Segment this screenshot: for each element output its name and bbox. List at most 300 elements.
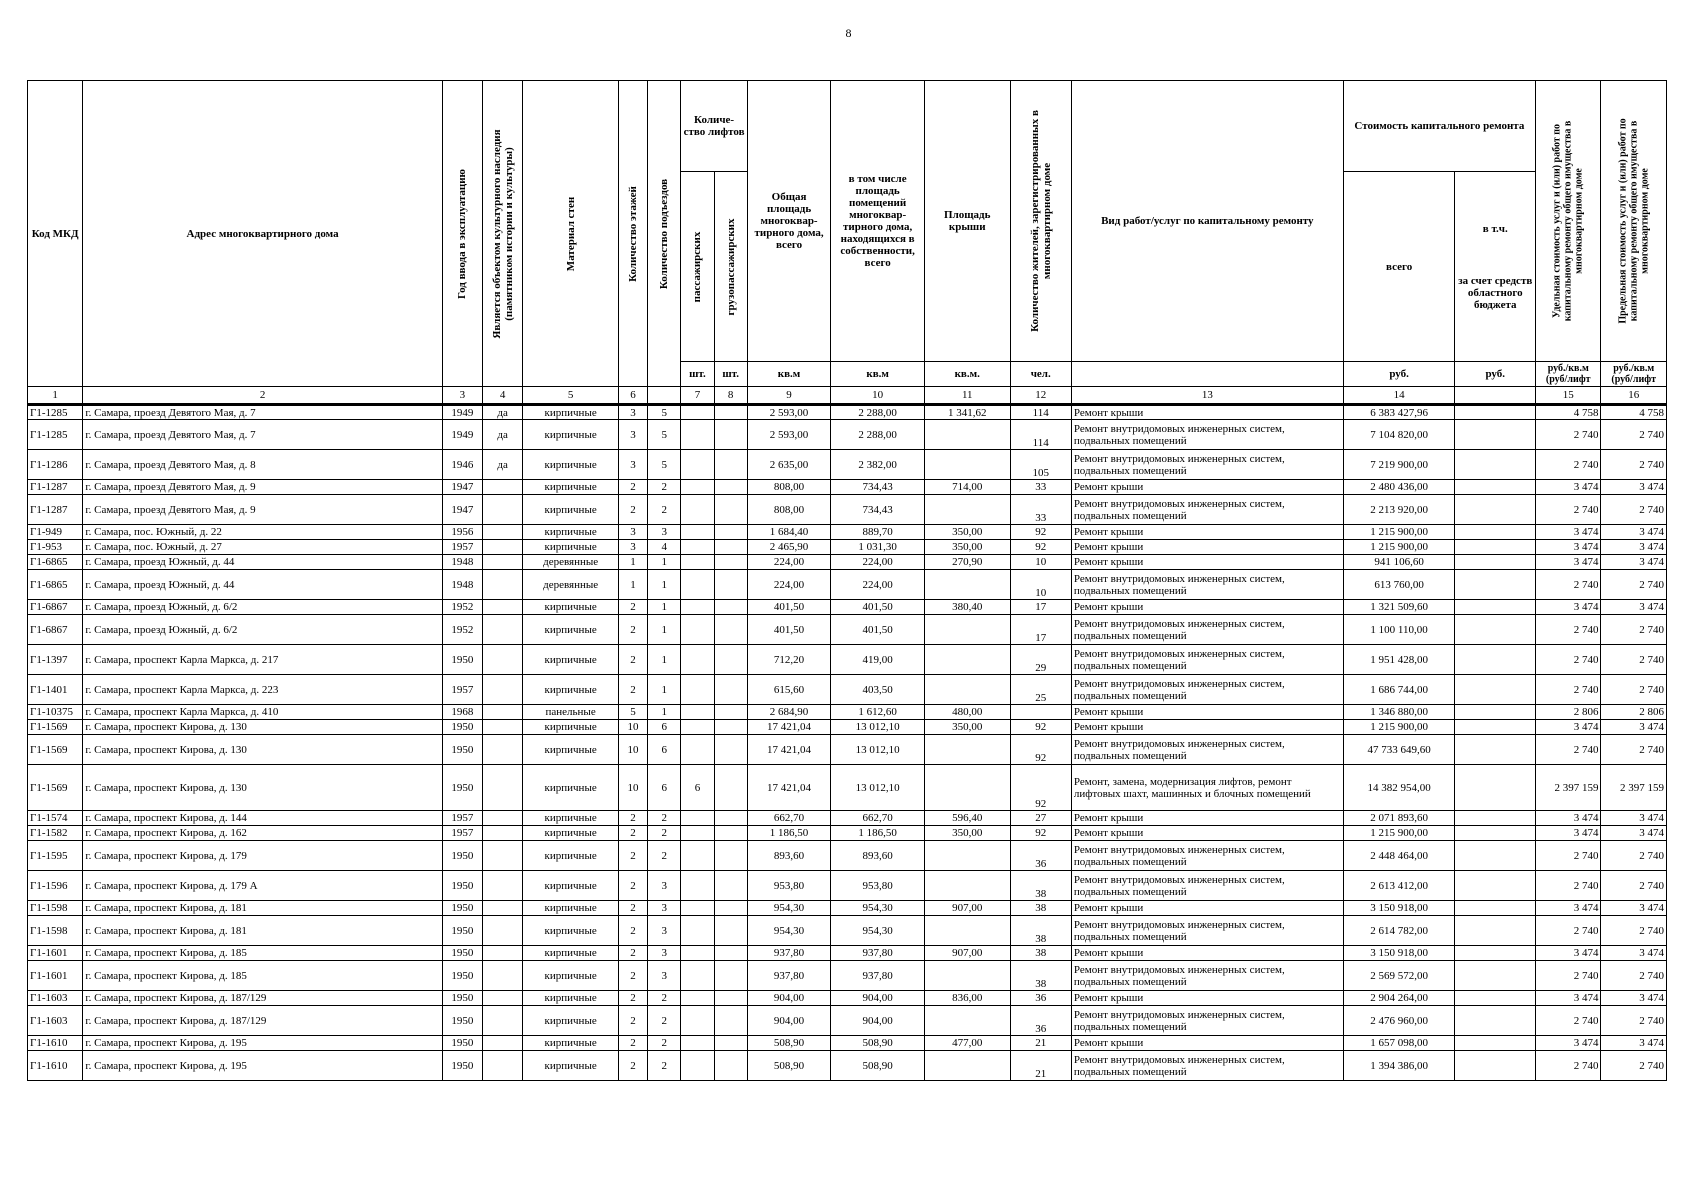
cell-limit-cost: 2 740: [1601, 871, 1667, 901]
cell-address: г. Самара, проспект Кирова, д. 144: [83, 811, 442, 826]
cell-floors: 2: [618, 480, 647, 495]
cell-code: Г1-1287: [28, 480, 83, 495]
cell-work-type: Ремонт крыши: [1071, 811, 1343, 826]
cell-work-type: Ремонт внутридомовых инженерных систем, подвальных помещений: [1071, 1006, 1343, 1036]
table-row: [28, 525, 1667, 540]
cell-lifts-passenger: [681, 570, 714, 600]
cell-lifts-passenger: [681, 901, 714, 916]
column-number: 4: [483, 387, 523, 405]
table-row: [28, 405, 1667, 420]
table-row: [28, 901, 1667, 916]
cell-cost-budget: [1455, 901, 1536, 916]
cell-roof-area: [924, 961, 1010, 991]
cell-owned-area: 224,00: [831, 570, 925, 600]
cell-material: кирпичные: [523, 675, 619, 705]
cell-limit-cost: 3 474: [1601, 826, 1667, 841]
cell-code: Г1-1285: [28, 420, 83, 450]
cell-cost-total: 1 686 744,00: [1343, 675, 1455, 705]
cell-heritage: [483, 525, 523, 540]
cell-owned-area: 904,00: [831, 991, 925, 1006]
cell-residents: 36: [1010, 1006, 1071, 1036]
cell-owned-area: 2 288,00: [831, 405, 925, 420]
cell-limit-cost: 3 474: [1601, 1036, 1667, 1051]
cell-lifts-passenger: [681, 826, 714, 841]
cell-unit-cost: 2 740: [1536, 615, 1601, 645]
cell-address: г. Самара, проспект Кирова, д. 130: [83, 720, 442, 735]
cell-owned-area: 954,30: [831, 916, 925, 946]
cell-material: кирпичные: [523, 946, 619, 961]
cell-limit-cost: 4 758: [1601, 405, 1667, 420]
cell-code: Г1-1582: [28, 826, 83, 841]
cell-roof-area: [924, 615, 1010, 645]
cell-lifts-cargo: [714, 991, 747, 1006]
cell-material: деревянные: [523, 570, 619, 600]
cell-residents: 27: [1010, 811, 1071, 826]
cell-material: кирпичные: [523, 811, 619, 826]
cell-residents: 114: [1010, 405, 1071, 420]
cell-year: 1950: [442, 946, 482, 961]
cell-roof-area: [924, 871, 1010, 901]
cell-roof-area: 350,00: [924, 826, 1010, 841]
cell-owned-area: 734,43: [831, 480, 925, 495]
cell-lifts-cargo: [714, 405, 747, 420]
cell-limit-cost: 2 397 159: [1601, 765, 1667, 811]
cell-heritage: [483, 765, 523, 811]
cell-total-area: 17 421,04: [747, 735, 831, 765]
table-row: [28, 871, 1667, 901]
table-row: [28, 961, 1667, 991]
cell-code: Г1-1574: [28, 811, 83, 826]
cell-address: г. Самара, проспект Кирова, д. 179 А: [83, 871, 442, 901]
cell-cost-total: 1 215 900,00: [1343, 720, 1455, 735]
cell-unit-cost: 3 474: [1536, 1036, 1601, 1051]
cell-address: г. Самара, проспект Кирова, д. 130: [83, 765, 442, 811]
cell-total-area: 17 421,04: [747, 720, 831, 735]
cell-residents: 17: [1010, 615, 1071, 645]
cell-total-area: 17 421,04: [747, 765, 831, 811]
page-number: 8: [845, 26, 852, 40]
cell-heritage: [483, 675, 523, 705]
cell-cost-total: 3 150 918,00: [1343, 946, 1455, 961]
cell-address: г. Самара, проспект Карла Маркса, д. 410: [83, 705, 442, 720]
header-cost-budget: в т.ч. за счет средств областного бюджета: [1455, 172, 1536, 362]
cell-cost-budget: [1455, 720, 1536, 735]
cell-cost-total: 2 476 960,00: [1343, 1006, 1455, 1036]
cell-cost-total: 1 657 098,00: [1343, 1036, 1455, 1051]
cell-owned-area: 224,00: [831, 555, 925, 570]
cell-total-area: 224,00: [747, 555, 831, 570]
cell-work-type: Ремонт внутридомовых инженерных систем, подвальных помещений: [1071, 420, 1343, 450]
cell-cost-budget: [1455, 1051, 1536, 1081]
table-row: [28, 555, 1667, 570]
cell-entrances: 1: [648, 705, 681, 720]
cell-total-area: 2 635,00: [747, 450, 831, 480]
cell-floors: 2: [618, 916, 647, 946]
cell-owned-area: 13 012,10: [831, 765, 925, 811]
cell-material: кирпичные: [523, 645, 619, 675]
cell-material: кирпичные: [523, 1051, 619, 1081]
cell-heritage: [483, 570, 523, 600]
cell-limit-cost: 3 474: [1601, 525, 1667, 540]
cell-year: 1947: [442, 495, 482, 525]
cell-year: 1949: [442, 405, 482, 420]
cell-limit-cost: 2 740: [1601, 841, 1667, 871]
cell-lifts-passenger: [681, 1006, 714, 1036]
cell-owned-area: 401,50: [831, 600, 925, 615]
cell-unit-cost: 2 740: [1536, 420, 1601, 450]
cell-floors: 2: [618, 675, 647, 705]
cell-floors: 2: [618, 1051, 647, 1081]
cell-code: Г1-1285: [28, 405, 83, 420]
unit-rub: руб.: [1343, 362, 1455, 387]
table-row: [28, 720, 1667, 735]
cell-year: 1950: [442, 1051, 482, 1081]
cell-unit-cost: 2 806: [1536, 705, 1601, 720]
cell-cost-total: 2 480 436,00: [1343, 480, 1455, 495]
cell-lifts-passenger: [681, 916, 714, 946]
cell-total-area: 937,80: [747, 946, 831, 961]
cell-residents: 38: [1010, 961, 1071, 991]
cell-year: 1950: [442, 901, 482, 916]
cell-cost-budget: [1455, 675, 1536, 705]
cell-heritage: [483, 720, 523, 735]
cell-total-area: 508,90: [747, 1051, 831, 1081]
cell-floors: 1: [618, 555, 647, 570]
cell-material: кирпичные: [523, 420, 619, 450]
cell-cost-total: 7 219 900,00: [1343, 450, 1455, 480]
cell-year: 1947: [442, 480, 482, 495]
cell-cost-total: 1 321 509,60: [1343, 600, 1455, 615]
cell-heritage: [483, 961, 523, 991]
cell-unit-cost: 2 740: [1536, 570, 1601, 600]
cell-address: г. Самара, проезд Девятого Мая, д. 7: [83, 405, 442, 420]
capital-repair-table: [27, 80, 1667, 1081]
cell-lifts-cargo: [714, 720, 747, 735]
table-row: [28, 1006, 1667, 1036]
cell-cost-budget: [1455, 841, 1536, 871]
cell-roof-area: [924, 675, 1010, 705]
cell-code: Г1-949: [28, 525, 83, 540]
cell-code: Г1-1595: [28, 841, 83, 871]
cell-code: Г1-1610: [28, 1036, 83, 1051]
cell-entrances: 6: [648, 720, 681, 735]
cell-lifts-cargo: [714, 841, 747, 871]
column-number: 16: [1601, 387, 1667, 405]
cell-cost-total: 2 448 464,00: [1343, 841, 1455, 871]
cell-material: кирпичные: [523, 495, 619, 525]
cell-year: 1950: [442, 961, 482, 991]
cell-owned-area: 508,90: [831, 1051, 925, 1081]
cell-code: Г1-1610: [28, 1051, 83, 1081]
header-total-area: Общая площадь многоквар-тирного дома, всего: [747, 81, 831, 362]
cell-entrances: 2: [648, 495, 681, 525]
cell-residents: 38: [1010, 916, 1071, 946]
cell-heritage: [483, 1036, 523, 1051]
cell-floors: 2: [618, 901, 647, 916]
cell-address: г. Самара, проспект Кирова, д. 195: [83, 1051, 442, 1081]
cell-lifts-passenger: [681, 480, 714, 495]
cell-heritage: [483, 991, 523, 1006]
cell-material: кирпичные: [523, 525, 619, 540]
cell-unit-cost: 3 474: [1536, 901, 1601, 916]
cell-code: Г1-1286: [28, 450, 83, 480]
cell-address: г. Самара, проспект Карла Маркса, д. 217: [83, 645, 442, 675]
cell-lifts-passenger: [681, 540, 714, 555]
cell-entrances: 1: [648, 600, 681, 615]
header-floors: Количество этажей: [618, 81, 647, 387]
cell-address: г. Самара, проспект Кирова, д. 181: [83, 916, 442, 946]
cell-lifts-passenger: [681, 645, 714, 675]
cell-cost-budget: [1455, 811, 1536, 826]
cell-roof-area: 836,00: [924, 991, 1010, 1006]
cell-roof-area: 350,00: [924, 540, 1010, 555]
cell-lifts-cargo: [714, 1006, 747, 1036]
cell-work-type: Ремонт внутридомовых инженерных систем, подвальных помещений: [1071, 450, 1343, 480]
cell-roof-area: [924, 1051, 1010, 1081]
cell-cost-total: 1 951 428,00: [1343, 645, 1455, 675]
cell-unit-cost: 2 397 159: [1536, 765, 1601, 811]
column-numbers-row: [28, 387, 1667, 405]
cell-floors: 3: [618, 525, 647, 540]
cell-address: г. Самара, проспект Карла Маркса, д. 223: [83, 675, 442, 705]
cell-limit-cost: 3 474: [1601, 720, 1667, 735]
cell-heritage: [483, 826, 523, 841]
cell-roof-area: [924, 765, 1010, 811]
cell-residents: 10: [1010, 570, 1071, 600]
cell-roof-area: 714,00: [924, 480, 1010, 495]
cell-entrances: 6: [648, 765, 681, 811]
table-row: [28, 570, 1667, 600]
cell-roof-area: [924, 1006, 1010, 1036]
cell-entrances: 2: [648, 841, 681, 871]
column-number: 8: [714, 387, 747, 405]
cell-lifts-cargo: [714, 555, 747, 570]
cell-lifts-passenger: [681, 1036, 714, 1051]
cell-lifts-passenger: 6: [681, 765, 714, 811]
cell-heritage: [483, 735, 523, 765]
cell-residents: 38: [1010, 871, 1071, 901]
cell-unit-cost: 3 474: [1536, 600, 1601, 615]
cell-residents: 36: [1010, 991, 1071, 1006]
cell-heritage: [483, 555, 523, 570]
cell-cost-total: 2 213 920,00: [1343, 495, 1455, 525]
unit-people: чел.: [1010, 362, 1071, 387]
cell-code: Г1-6867: [28, 600, 83, 615]
cell-lifts-cargo: [714, 811, 747, 826]
unit-pcs: шт.: [681, 362, 714, 387]
cell-roof-area: 350,00: [924, 720, 1010, 735]
cell-material: кирпичные: [523, 826, 619, 841]
cell-total-area: 662,70: [747, 811, 831, 826]
header-heritage: Является объектом культурного наследия (памятником истории и культуры): [483, 81, 523, 387]
cell-unit-cost: 2 740: [1536, 1051, 1601, 1081]
cell-material: кирпичные: [523, 901, 619, 916]
cell-cost-total: 47 733 649,60: [1343, 735, 1455, 765]
cell-owned-area: 893,60: [831, 841, 925, 871]
cell-cost-total: 1 215 900,00: [1343, 826, 1455, 841]
cell-unit-cost: 4 758: [1536, 405, 1601, 420]
cell-lifts-passenger: [681, 405, 714, 420]
table-row: [28, 540, 1667, 555]
cell-entrances: 5: [648, 420, 681, 450]
cell-work-type: Ремонт крыши: [1071, 946, 1343, 961]
cell-limit-cost: 2 740: [1601, 420, 1667, 450]
cell-unit-cost: 3 474: [1536, 555, 1601, 570]
cell-residents: 114: [1010, 420, 1071, 450]
table-row: [28, 765, 1667, 811]
cell-address: г. Самара, проспект Кирова, д. 130: [83, 735, 442, 765]
header-lifts-cargo: грузопассажирских: [714, 172, 747, 362]
cell-total-area: 808,00: [747, 495, 831, 525]
cell-work-type: Ремонт внутридомовых инженерных систем, подвальных помещений: [1071, 961, 1343, 991]
cell-address: г. Самара, проезд Южный, д. 44: [83, 570, 442, 600]
cell-roof-area: 907,00: [924, 946, 1010, 961]
table-row: [28, 645, 1667, 675]
cell-unit-cost: 2 740: [1536, 675, 1601, 705]
cell-lifts-cargo: [714, 525, 747, 540]
table-row: [28, 991, 1667, 1006]
cell-residents: 92: [1010, 720, 1071, 735]
cell-year: 1957: [442, 675, 482, 705]
cell-limit-cost: 2 740: [1601, 1051, 1667, 1081]
cell-floors: 2: [618, 841, 647, 871]
cell-roof-area: 270,90: [924, 555, 1010, 570]
cell-total-area: 2 593,00: [747, 420, 831, 450]
cell-unit-cost: 3 474: [1536, 946, 1601, 961]
cell-cost-budget: [1455, 991, 1536, 1006]
cell-work-type: Ремонт внутридомовых инженерных систем, подвальных помещений: [1071, 735, 1343, 765]
cell-residents: 33: [1010, 480, 1071, 495]
header-code: Код МКД: [28, 81, 83, 387]
cell-unit-cost: 3 474: [1536, 826, 1601, 841]
cell-lifts-cargo: [714, 735, 747, 765]
cell-address: г. Самара, проезд Девятого Мая, д. 7: [83, 420, 442, 450]
cell-residents: 17: [1010, 600, 1071, 615]
cell-year: 1957: [442, 826, 482, 841]
cell-cost-budget: [1455, 555, 1536, 570]
cell-material: кирпичные: [523, 735, 619, 765]
cell-year: 1950: [442, 871, 482, 901]
cell-roof-area: [924, 645, 1010, 675]
table-row: [28, 811, 1667, 826]
cell-total-area: 401,50: [747, 600, 831, 615]
cell-roof-area: [924, 450, 1010, 480]
cell-address: г. Самара, проезд Девятого Мая, д. 8: [83, 450, 442, 480]
unit-sqm: кв.м.: [924, 362, 1010, 387]
cell-material: кирпичные: [523, 961, 619, 991]
cell-heritage: [483, 916, 523, 946]
cell-lifts-cargo: [714, 946, 747, 961]
cell-roof-area: 380,40: [924, 600, 1010, 615]
cell-cost-budget: [1455, 826, 1536, 841]
cell-year: 1950: [442, 720, 482, 735]
cell-heritage: да: [483, 420, 523, 450]
cell-material: кирпичные: [523, 615, 619, 645]
cell-cost-budget: [1455, 765, 1536, 811]
cell-cost-budget: [1455, 450, 1536, 480]
cell-roof-area: [924, 570, 1010, 600]
cell-cost-total: 3 150 918,00: [1343, 901, 1455, 916]
cell-material: кирпичные: [523, 600, 619, 615]
cell-work-type: Ремонт внутридомовых инженерных систем, подвальных помещений: [1071, 495, 1343, 525]
cell-year: 1950: [442, 1006, 482, 1036]
cell-cost-budget: [1455, 405, 1536, 420]
cell-unit-cost: 2 740: [1536, 495, 1601, 525]
header-unit-cost: Удельная стоимость услуг и (или) работ по капитальному ремонту общего имущества в многоквартирном доме: [1536, 81, 1601, 362]
cell-material: кирпичные: [523, 540, 619, 555]
cell-lifts-passenger: [681, 705, 714, 720]
table-row: [28, 600, 1667, 615]
cell-entrances: 1: [648, 675, 681, 705]
cell-lifts-passenger: [681, 841, 714, 871]
column-number: 14: [1343, 387, 1455, 405]
cell-owned-area: 1 612,60: [831, 705, 925, 720]
cell-address: г. Самара, проспект Кирова, д. 179: [83, 841, 442, 871]
cell-material: панельные: [523, 705, 619, 720]
cell-residents: 10: [1010, 555, 1071, 570]
unit-empty: [1071, 362, 1343, 387]
cell-lifts-passenger: [681, 811, 714, 826]
cell-unit-cost: 3 474: [1536, 525, 1601, 540]
cell-floors: 5: [618, 705, 647, 720]
cell-entrances: 1: [648, 615, 681, 645]
cell-entrances: 2: [648, 991, 681, 1006]
cell-entrances: 1: [648, 555, 681, 570]
cell-entrances: 3: [648, 525, 681, 540]
cell-lifts-cargo: [714, 705, 747, 720]
cell-code: Г1-1401: [28, 675, 83, 705]
table-row: [28, 675, 1667, 705]
cell-total-area: 953,80: [747, 871, 831, 901]
cell-cost-total: 2 614 782,00: [1343, 916, 1455, 946]
cell-work-type: Ремонт крыши: [1071, 540, 1343, 555]
cell-floors: 10: [618, 765, 647, 811]
cell-owned-area: 403,50: [831, 675, 925, 705]
cell-entrances: 3: [648, 871, 681, 901]
cell-year: 1956: [442, 525, 482, 540]
column-number: 9: [747, 387, 831, 405]
unit-pcs: шт.: [714, 362, 747, 387]
cell-material: кирпичные: [523, 480, 619, 495]
cell-work-type: Ремонт внутридомовых инженерных систем, подвальных помещений: [1071, 570, 1343, 600]
cell-work-type: Ремонт крыши: [1071, 600, 1343, 615]
cell-entrances: 3: [648, 916, 681, 946]
cell-heritage: [483, 946, 523, 961]
cell-total-area: 904,00: [747, 1006, 831, 1036]
cell-floors: 2: [618, 826, 647, 841]
cell-owned-area: 954,30: [831, 901, 925, 916]
header-entrances: Количество подъездов: [648, 81, 681, 387]
cell-entrances: 4: [648, 540, 681, 555]
cell-work-type: Ремонт внутридомовых инженерных систем, подвальных помещений: [1071, 916, 1343, 946]
cell-floors: 2: [618, 1006, 647, 1036]
cell-limit-cost: 3 474: [1601, 946, 1667, 961]
cell-unit-cost: 2 740: [1536, 1006, 1601, 1036]
header-material: Материал стен: [523, 81, 619, 387]
cell-cost-total: 2 904 264,00: [1343, 991, 1455, 1006]
cell-heritage: [483, 841, 523, 871]
cell-cost-budget: [1455, 570, 1536, 600]
cell-roof-area: [924, 420, 1010, 450]
cell-address: г. Самара, пос. Южный, д. 27: [83, 540, 442, 555]
cell-residents: 29: [1010, 645, 1071, 675]
cell-heritage: [483, 615, 523, 645]
cell-work-type: Ремонт, замена, модернизация лифтов, ремонт лифтовых шахт, машинных и блочных помещений: [1071, 765, 1343, 811]
cell-residents: 25: [1010, 675, 1071, 705]
cell-work-type: Ремонт внутридомовых инженерных систем, подвальных помещений: [1071, 871, 1343, 901]
cell-cost-budget: [1455, 871, 1536, 901]
cell-floors: 2: [618, 645, 647, 675]
